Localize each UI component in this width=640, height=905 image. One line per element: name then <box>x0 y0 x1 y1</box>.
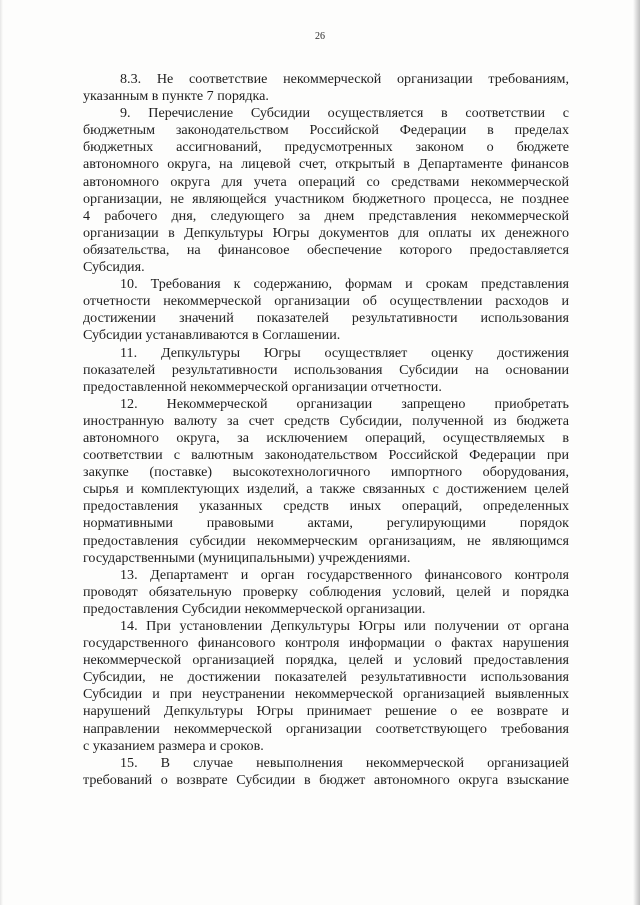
text-line: организации в Депкультуры Югры документов для оплаты их денежного <box>83 224 569 241</box>
text-line: 8.3. Не соответствие некоммерческой организации требованиям, <box>120 71 569 87</box>
text-line: Субсидии и при неустранении некоммерческой организацией выявленных <box>83 686 569 703</box>
text-line: Субсидии устанавливаются в Соглашении. <box>83 327 341 344</box>
text-line: требований о возврате Субсидии в бюджет автономного округа взыскание <box>83 771 569 788</box>
text-line: организации, не являющейся участником бюджетного процесса, не позднее <box>83 190 569 207</box>
text-line: автономного округа для учета операций со средствами некоммерческой <box>83 173 569 190</box>
text-line: предоставленной некоммерческой организации отчетности. <box>83 378 442 395</box>
scan-left-edge <box>0 0 3 905</box>
text-line: бюджетных ассигнований, предусмотренных законом о бюджете <box>83 139 569 156</box>
text-line: нарушений Депкультуры Югры принимает решение о ее возврате и <box>83 703 569 720</box>
text-line: 12. Некоммерческой организации запрещено приобретать <box>120 395 569 412</box>
text-line: указанным в пункте 7 порядка. <box>83 88 269 105</box>
text-line: 9. Перечисление Субсидии осуществляется в соответствии с <box>120 105 569 122</box>
text-line: автономного округа, за исключением операций, осуществляемых в <box>83 429 569 446</box>
text-line: государственного финансового контроля информации о фактах нарушения <box>83 635 569 652</box>
text-line: с указанием размера и сроков. <box>83 737 264 754</box>
text-line: бюджетным законодательством Российской Федерации в пределах <box>83 122 569 139</box>
text-line: нормативными правовыми актами, регулирующими порядок <box>83 515 569 532</box>
text-line: направлении некоммерческой организации соответствующего требования <box>83 720 569 737</box>
text-line: некоммерческой организацией порядка, целей и условий предоставления <box>83 652 569 669</box>
text-line: 10. Требования к содержанию, формам и срокам представления <box>120 276 569 293</box>
text-line: 13. Департамент и орган государственного финансового контроля <box>120 566 569 583</box>
text-line: Субсидия. <box>83 259 145 276</box>
text-line: отчетности некоммерческой организации об осуществлении расходов и <box>83 293 569 310</box>
text-line: закупке (поставке) высокотехнологичного импортного оборудования, <box>83 464 569 481</box>
text-line: обязательства, на финансовое обеспечение которого предоставляется <box>83 241 569 258</box>
text-line: предоставления Субсидии некоммерческой организации. <box>83 600 426 617</box>
text-line: предоставления субсидии некоммерческим организациям, не являющимся <box>83 532 569 549</box>
text-line: государственными (муниципальными) учреждениями. <box>83 549 411 566</box>
text-line: показателей результативности использования Субсидии на основании <box>83 361 569 378</box>
scan-right-edge <box>633 0 640 905</box>
text-line: достижении значений показателей результативности использования <box>83 310 569 327</box>
text-line: автономного округа, на лицевой счет, открытый в Департаменте финансов <box>83 156 569 173</box>
text-line: проводят обязательную проверку соблюдения условий, целей и порядка <box>83 583 569 600</box>
text-line: 11. Депкультуры Югры осуществляет оценку достижения <box>120 344 569 361</box>
text-line: сырья и комплектующих изделий, а также связанных с достижением целей <box>83 481 569 498</box>
text-line: 4 рабочего дня, следующего за днем представления некоммерческой <box>83 207 569 224</box>
text-line: соответствии с валютным законодательством Российской Федерации при <box>83 447 569 464</box>
text-line: Субсидии, не достижении показателей результативности использования <box>83 669 569 686</box>
text-line: иностранную валюту за счет средств Субсидии, полученной из бюджета <box>83 412 569 429</box>
text-line: 15. В случае невыполнения некоммерческой организацией <box>120 754 569 771</box>
text-line: предоставления указанных средств иных операций, определенных <box>83 498 569 515</box>
page-number: 26 <box>315 31 325 42</box>
text-line: 14. При установлении Депкультуры Югры или получении от органа <box>120 618 569 634</box>
document-body <box>83 71 569 789</box>
